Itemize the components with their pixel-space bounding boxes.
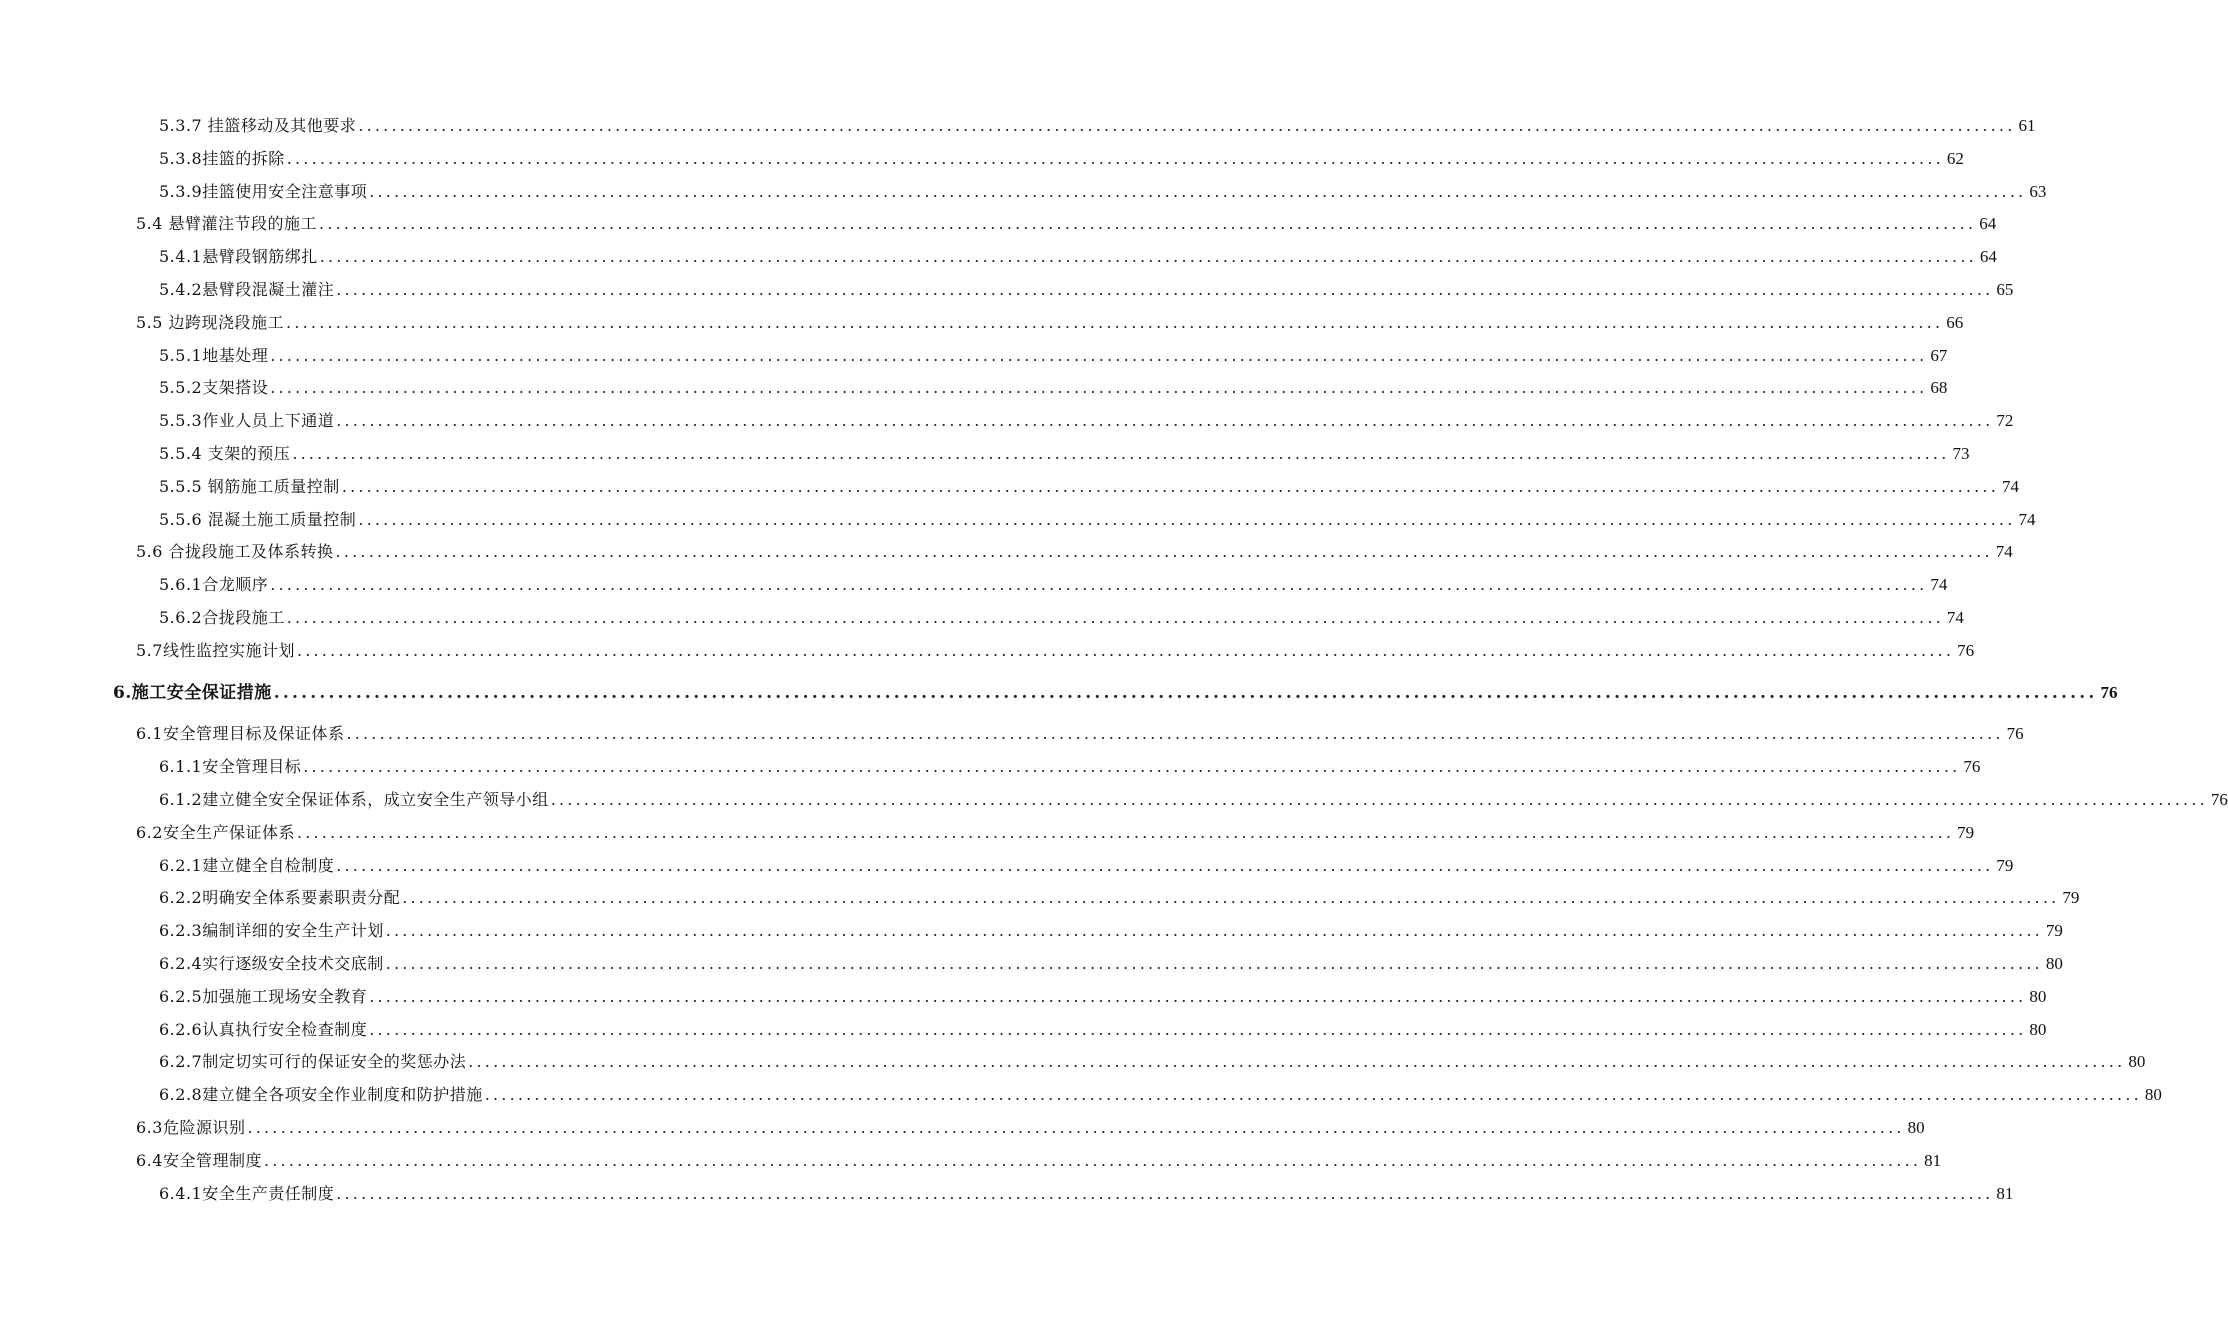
toc-entry-page-number: 64: [1979, 214, 1997, 234]
toc-entry-title: 5.5.2支架搭设: [159, 378, 269, 398]
toc-entry-page-number: 62: [1946, 148, 1964, 168]
toc-entry-title: 6.施工安全保证措施: [113, 682, 272, 703]
dot-leader: ........................................................................................................................................................................................................: [336, 280, 1994, 299]
toc-entry[interactable]: [159, 440, 1970, 464]
toc-entry-page-number: 61: [2018, 116, 2036, 135]
toc-entry-title: 5.6.1合龙顺序: [159, 575, 269, 595]
dot-leader: ........................................................................................................................................................................................................: [550, 790, 2208, 809]
toc-entry-page-number: 80: [2029, 1019, 2047, 1039]
dot-leader: ........................................................................................................................................................................................................: [341, 476, 1999, 496]
toc-entry-page-number: 64: [1979, 247, 1997, 267]
dot-leader: ........................................................................................................................................................................................................: [319, 247, 1977, 267]
toc-entry-title: 5.5.3作业人员上下通道: [159, 411, 335, 431]
toc-entry[interactable]: [159, 983, 2047, 1007]
toc-entry-title: 6.2.6认真执行安全检查制度: [159, 1019, 368, 1039]
toc-entry[interactable]: [159, 1016, 2047, 1040]
toc-entry[interactable]: [136, 720, 2024, 744]
toc-entry-page-number: 76: [2210, 790, 2228, 809]
dot-leader: ........................................................................................................................................................................................................: [346, 724, 2004, 744]
toc-entry-title: 6.2.5加强施工现场安全教育: [159, 986, 368, 1006]
toc-entry-title: 6.2安全生产保证体系: [136, 822, 295, 842]
toc-entry-title: 6.1.1安全管理目标: [159, 757, 302, 777]
toc-entry[interactable]: [159, 112, 2036, 136]
toc-entry-page-number: 80: [2128, 1052, 2146, 1072]
toc-entry[interactable]: [136, 1114, 1925, 1138]
toc-entry-page-number: 74: [2002, 476, 2019, 496]
toc-entry-page-number: 80: [2144, 1085, 2162, 1105]
toc-chapter-entry[interactable]: [113, 679, 2118, 703]
dot-leader: ........................................................................................................................................................................................................: [296, 822, 1955, 842]
dot-leader: ........................................................................................................................................................................................................: [369, 1019, 2027, 1039]
dot-leader: ........................................................................................................................................................................................................: [286, 608, 1944, 627]
toc-entry[interactable]: [159, 276, 2014, 300]
dot-leader: ........................................................................................................................................................................................................: [270, 378, 1928, 398]
toc-entry-page-number: 74: [1930, 575, 1948, 595]
toc-entry-page-number: 76: [1957, 640, 1975, 660]
dot-leader: ........................................................................................................................................................................................................: [303, 757, 1961, 777]
toc-entry-page-number: 74: [1946, 608, 1964, 627]
toc-entry[interactable]: [159, 1180, 2014, 1204]
dot-leader: ........................................................................................................................................................................................................: [263, 1150, 1922, 1170]
toc-entry[interactable]: [159, 374, 1948, 398]
toc-entry-title: 5.6 合拢段施工及体系转换: [136, 542, 334, 562]
toc-entry-title: 5.5.6 混凝土施工质量控制: [159, 509, 357, 529]
dot-leader: ........................................................................................................................................................................................................: [292, 444, 1950, 463]
dot-leader: ........................................................................................................................................................................................................: [319, 214, 1977, 234]
toc-entry-title: 6.2.3编制详细的安全生产计划: [159, 921, 384, 941]
toc-entry-title: 5.6.2合拢段施工: [159, 608, 285, 627]
toc-entry[interactable]: [159, 473, 2019, 497]
dot-leader: ........................................................................................................................................................................................................: [270, 345, 1928, 365]
toc-entry-page-number: 76: [2100, 682, 2118, 702]
toc-entry[interactable]: [159, 604, 1964, 628]
toc-entry-title: 6.1.2建立健全安全保证体系，成立安全生产领导小组: [159, 790, 549, 809]
dot-leader: ........................................................................................................................................................................................................: [358, 509, 2016, 529]
toc-entry-page-number: 76: [2006, 724, 2024, 744]
dot-leader: ........................................................................................................................................................................................................: [336, 855, 1994, 875]
toc-entry-page-number: 74: [2018, 509, 2036, 529]
toc-entry[interactable]: [136, 309, 1964, 333]
toc-entry-title: 6.1安全管理目标及保证体系: [136, 724, 345, 744]
toc-entry-title: 5.3.9挂篮使用安全注意事项: [159, 181, 368, 201]
dot-leader: ........................................................................................................................................................................................................: [484, 1085, 2142, 1105]
toc-entry[interactable]: [159, 917, 2063, 941]
toc-entry-title: 5.3.8挂篮的拆除: [159, 148, 285, 168]
toc-entry[interactable]: [159, 342, 1948, 366]
toc-entry[interactable]: [136, 210, 1997, 234]
dot-leader: ........................................................................................................................................................................................................: [335, 542, 1993, 562]
toc-entry[interactable]: [136, 819, 1975, 843]
toc-entry-title: 6.2.1建立健全自检制度: [159, 855, 335, 875]
dot-leader: ........................................................................................................................................................................................................: [369, 181, 2027, 201]
dot-leader: ........................................................................................................................................................................................................: [402, 888, 2060, 908]
toc-entry[interactable]: [159, 1048, 2146, 1072]
toc-entry-title: 6.4安全管理制度: [136, 1150, 262, 1170]
dot-leader: ........................................................................................................................................................................................................: [385, 954, 2043, 973]
toc-entry-page-number: 73: [1952, 444, 1970, 463]
toc-entry-title: 5.4 悬臂灌注节段的施工: [136, 214, 318, 234]
dot-leader: ........................................................................................................................................................................................................: [336, 411, 1994, 431]
toc-entry[interactable]: [159, 852, 2014, 876]
toc-entry-title: 6.2.7制定切实可行的保证安全的奖惩办法: [159, 1052, 467, 1072]
dot-leader: ........................................................................................................................................................................................................: [336, 1183, 1994, 1203]
toc-entry[interactable]: [159, 571, 1948, 595]
toc-entry-title: 5.5.1地基处理: [159, 345, 269, 365]
toc-entry-title: 5.5 边跨现浇段施工: [136, 312, 285, 332]
toc-entry-title: 5.4.2悬臂段混凝土灌注: [159, 280, 335, 299]
toc-entry-page-number: 81: [1924, 1150, 1942, 1170]
toc-entry-title: 5.5.4 支架的预压: [159, 444, 291, 463]
dot-leader: ........................................................................................................................................................................................................: [385, 921, 2043, 941]
toc-entry-page-number: 66: [1946, 312, 1964, 332]
toc-entry-page-number: 81: [1996, 1183, 2014, 1203]
dot-leader: ........................................................................................................................................................................................................: [468, 1052, 2126, 1072]
toc-entry-title: 6.3危险源识别: [136, 1118, 246, 1137]
toc-entry-page-number: 79: [2062, 888, 2080, 908]
toc-entry-title: 5.7线性监控实施计划: [136, 640, 295, 660]
toc-entry-page-number: 79: [2045, 921, 2063, 941]
toc-entry-title: 5.4.1悬臂段钢筋绑扎: [159, 247, 318, 267]
toc-entry[interactable]: [159, 950, 2063, 974]
toc-entry[interactable]: [159, 243, 1997, 267]
toc-entry-title: 6.2.8建立健全各项安全作业制度和防护措施: [159, 1085, 483, 1105]
toc-entry-title: 6.2.2明确安全体系要素职责分配: [159, 888, 401, 908]
toc-entry[interactable]: [159, 753, 1981, 777]
toc-entry[interactable]: [136, 637, 1975, 661]
dot-leader: ........................................................................................................................................................................................................: [286, 312, 1944, 332]
toc-entry[interactable]: [159, 1081, 2162, 1105]
toc-entry[interactable]: [159, 178, 2047, 202]
toc-entry[interactable]: [159, 407, 2014, 431]
toc-entry-title: 5.5.5 钢筋施工质量控制: [159, 476, 340, 496]
toc-entry-title: 6.4.1安全生产责任制度: [159, 1183, 335, 1203]
toc-entry[interactable]: [136, 1147, 1942, 1171]
toc-entry-page-number: 65: [1996, 280, 2014, 299]
toc-entry[interactable]: [159, 884, 2080, 908]
toc-entry-page-number: 79: [1957, 822, 1975, 842]
toc-entry-page-number: 79: [1996, 855, 2014, 875]
dot-leader: ........................................................................................................................................................................................................: [270, 575, 1928, 595]
toc-entry[interactable]: [159, 786, 2228, 810]
toc-entry-page-number: 67: [1930, 345, 1948, 365]
toc-entry[interactable]: [159, 506, 2036, 530]
toc-entry-page-number: 63: [2029, 181, 2047, 201]
toc-entry-page-number: 72: [1996, 411, 2014, 431]
toc-entry-page-number: 74: [1995, 542, 2013, 562]
dot-leader: ........................................................................................................................................................................................................: [286, 148, 1944, 168]
dot-leader: ........................................................................................................................................................................................................: [296, 640, 1955, 660]
toc-entry-page-number: 80: [2029, 986, 2047, 1006]
dot-leader: ........................................................................................................................................................................................................: [358, 116, 2016, 135]
toc-entry-title: 6.2.4实行逐级安全技术交底制: [159, 954, 384, 973]
toc-entry[interactable]: [159, 145, 1964, 169]
dot-leader: ........................................................................................................................................................................................................: [273, 682, 2098, 703]
toc-entry-title: 5.3.7 挂篮移动及其他要求: [159, 116, 357, 135]
toc-entry-page-number: 80: [1907, 1118, 1925, 1137]
toc-entry-page-number: 68: [1930, 378, 1948, 398]
toc-entry-page-number: 76: [1963, 757, 1981, 777]
dot-leader: ........................................................................................................................................................................................................: [247, 1118, 1905, 1137]
dot-leader: ........................................................................................................................................................................................................: [369, 986, 2027, 1006]
toc-entry[interactable]: [136, 538, 2013, 562]
toc-entry-page-number: 80: [2045, 954, 2063, 973]
